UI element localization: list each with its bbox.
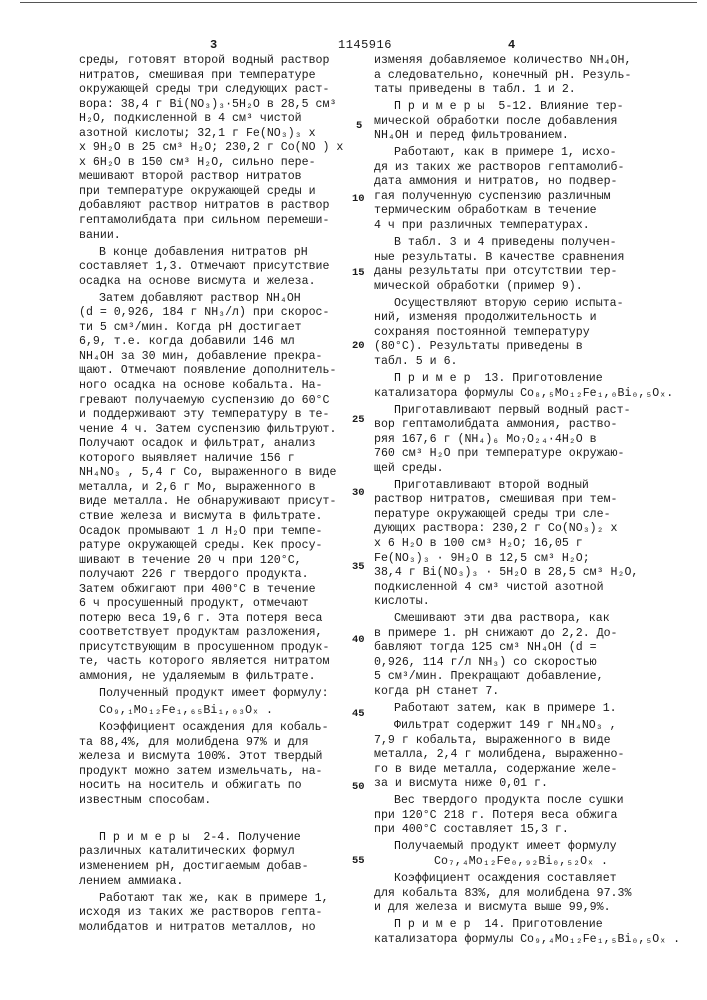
text-line: 4 ч при различных температурах. — [374, 219, 664, 234]
text-line: П р и м е р 13. Приготовление — [374, 372, 664, 387]
text-line: Fe(NO₃)₃ · 9H₂O в 12,5 см³ H₂O; — [374, 552, 664, 567]
text-line: Co₇,₄Mo₁₂Fe₀,₉₂Bi₀,₅₂Oₓ . — [374, 855, 664, 870]
text-line: аммония, не удаляемым в фильтрате. — [79, 670, 369, 685]
text-line: добавляют раствор нитратов в раствор — [79, 199, 369, 214]
text-line: гая полученную суспензию различным — [374, 190, 664, 205]
line-number: 35 — [352, 561, 365, 573]
line-number: 25 — [352, 414, 365, 426]
line-number: 55 — [352, 855, 365, 867]
text-line: и для железа и висмута выше 99,9%. — [374, 901, 664, 916]
text-line: 6 ч просушенный продукт, отмечают — [79, 597, 369, 612]
text-line: изменяя добавляемое количество NH₄OH, — [374, 54, 664, 69]
line-number: 50 — [352, 781, 365, 793]
text-line: раствор нитратов, смешивая при тем- — [374, 493, 664, 508]
text-line: мической обработки (пример 9). — [374, 280, 664, 295]
text-line: мешивают второй раствор нитратов — [79, 170, 369, 185]
text-line: молибдатов и нитратов металлов, но — [79, 921, 369, 936]
text-line: дата аммония и нитратов, но подвер- — [374, 175, 664, 190]
text-line: щают. Отмечают появление дополнитель- — [79, 364, 369, 379]
text-line: осадка на основе висмута и железа. — [79, 275, 369, 290]
text-line: NH₄OH и перед фильтрованием. — [374, 129, 664, 144]
text-line: Приготавливают второй водный — [374, 479, 664, 494]
text-line: металла, и 2,6 г Mo, выраженного в — [79, 481, 369, 496]
text-line: вор гептамолибдата аммония, раство- — [374, 418, 664, 433]
text-line: ного осадка на основе кобальта. На- — [79, 379, 369, 394]
text-line: сохраняя постоянной температуру — [374, 326, 664, 341]
text-line: ряя 167,6 г (NH₄)₆ Mo₇O₂₄·4H₂O в — [374, 433, 664, 448]
text-line: железа и висмута 100%. Этот твердый — [79, 750, 369, 765]
text-line: x 6H₂O в 150 см³ H₂O, сильно пере- — [79, 156, 369, 171]
text-line: носить на носитель и обжигать по — [79, 779, 369, 794]
text-line: при температуре окружающей среды и — [79, 185, 369, 200]
left-column — [79, 54, 369, 935]
text-line: 5 см³/мин. Прекращают добавление, — [374, 670, 664, 685]
text-line: ные результаты. В качестве сравнения — [374, 251, 664, 266]
text-line: составляет 1,3. Отмечают присутствие — [79, 260, 369, 275]
text-line: ний, изменяя продолжительность и — [374, 311, 664, 326]
page-number-left: 3 — [210, 38, 217, 52]
text-line: металла, 2,4 г молибдена, выраженно- — [374, 748, 664, 763]
text-line: Получаемый продукт имеет формулу — [374, 840, 664, 855]
text-line: (d = 0,926, 184 г NH₃/л) при скорос- — [79, 306, 369, 321]
text-line: катализатора формулы Co₈,₅Mo₁₂Fe₁,₀Bi₀,₅Oₓ. — [374, 387, 664, 402]
right-column — [374, 54, 664, 947]
text-line: гревают получаемую суспензию до 60°C — [79, 394, 369, 409]
text-line: Приготавливают первый водный раст- — [374, 404, 664, 419]
text-line: нитратов, смешивая при температуре — [79, 69, 369, 84]
text-line: ствие железа и висмута в фильтрате. — [79, 510, 369, 525]
text-line: П р и м е р ы 5-12. Влияние тер- — [374, 100, 664, 115]
line-number: 40 — [352, 634, 365, 646]
line-number: 20 — [352, 340, 365, 352]
text-line: Коэффициент осаждения составляет — [374, 872, 664, 887]
text-line: Работают затем, как в примере 1. — [374, 702, 664, 717]
text-line: NH₄NO₃ , 5,4 г Co, выраженного в виде — [79, 466, 369, 481]
text-line: изменением pH, достигаемым добав- — [79, 860, 369, 875]
text-line: которого выявляет наличие 156 г — [79, 452, 369, 467]
text-line: известным способам. — [79, 794, 369, 809]
text-line: мической обработки после добавления — [374, 115, 664, 130]
text-line: даны результаты при отсутствии тер- — [374, 265, 664, 280]
text-line: В табл. 3 и 4 приведены получен- — [374, 236, 664, 251]
text-line: соответствует продуктам разложения, — [79, 626, 369, 641]
text-line: катализатора формулы Co₉,₄Mo₁₂Fe₁,₅Bi₀,₅Oₓ . — [374, 933, 664, 948]
text-line: табл. 5 и 6. — [374, 355, 664, 370]
text-line: шивают в течение 20 ч при 120°C, — [79, 554, 369, 569]
text-line: Осадок промывают 1 л H₂O при темпе- — [79, 525, 369, 540]
text-line: дя из таких же растворов гептамолиб- — [374, 161, 664, 176]
text-line: Co₉,₁Mo₁₂Fe₁,₆₅Bi₁,₀₃Oₓ . — [79, 704, 369, 719]
text-line: Работают, как в примере 1, исхо- — [374, 146, 664, 161]
text-line: 38,4 г Bi(NO₃)₃ · 5H₂O в 28,5 см³ H₂O, — [374, 566, 664, 581]
text-line: П р и м е р ы 2-4. Получение — [79, 831, 369, 846]
text-line: Коэффициент осаждения для кобаль- — [79, 721, 369, 736]
text-line: Получают осадок и фильтрат, анализ — [79, 437, 369, 452]
text-line: когда pH станет 7. — [374, 685, 664, 700]
text-line: Вес твердого продукта после сушки — [374, 794, 664, 809]
text-line: виде металла. Не обнаруживают присут- — [79, 495, 369, 510]
text-line: Работают так же, как в примере 1, — [79, 892, 369, 907]
text-line: азотной кислоты; 32,1 г Fe(NO₃)₃ x — [79, 127, 369, 142]
text-line: NH₄OH за 30 мин, добавление прекра- — [79, 350, 369, 365]
text-line: для кобальта 83%, для молибдена 97.3% — [374, 887, 664, 902]
text-line: ратуре окружающей среды. Кек просу- — [79, 539, 369, 554]
text-line: те, часть которого является нитратом — [79, 655, 369, 670]
text-line: кислоты. — [374, 595, 664, 610]
text-line: присутствующим в просушенном продук- — [79, 641, 369, 656]
text-line: потерю веса 19,6 г. Эта потеря веса — [79, 612, 369, 627]
text-line: вора: 38,4 г Bi(NO₃)₃·5H₂O в 28,5 см³ — [79, 98, 369, 113]
text-line: Осуществляют вторую серию испыта- — [374, 297, 664, 312]
text-line: подкисленной 4 см³ чистой азотной — [374, 581, 664, 596]
text-line: дующих раствора: 230,2 г Co(NO₃)₂ x — [374, 522, 664, 537]
text-line: за и висмута ниже 0,01 г. — [374, 777, 664, 792]
page-number-right: 4 — [508, 38, 515, 52]
text-line: при 120°C 218 г. Потеря веса обжига — [374, 809, 664, 824]
patent-number: 1145916 — [338, 38, 392, 52]
text-line: Смешивают эти два раствора, как — [374, 612, 664, 627]
text-line: x 9H₂O в 25 см³ H₂O; 230,2 г Co(NO ) x — [79, 141, 369, 156]
text-line: гептамолибдата при сильном перемеши- — [79, 214, 369, 229]
text-line: ти 5 см³/мин. Когда pH достигает — [79, 321, 369, 336]
text-line: а следовательно, конечный pH. Резуль- — [374, 69, 664, 84]
text-line: (80°C). Результаты приведены в — [374, 340, 664, 355]
text-line: Полученный продукт имеет формулу: — [79, 687, 369, 702]
text-line — [79, 808, 369, 828]
text-line: среды, готовят второй водный раствор — [79, 54, 369, 69]
text-line: 6,9, т.е. когда добавили 146 мл — [79, 335, 369, 350]
text-line: H₂O, подкисленной в 4 см³ чистой — [79, 112, 369, 127]
text-line: щей среды. — [374, 462, 664, 477]
text-line: в примере 1. pH снижают до 2,2. До- — [374, 627, 664, 642]
text-line: лением аммиака. — [79, 875, 369, 890]
line-number: 45 — [352, 708, 365, 720]
text-line: Фильтрат содержит 149 г NH₄NO₃ , — [374, 719, 664, 734]
text-line: получают 226 г твердого продукта. — [79, 568, 369, 583]
text-line: термическим обработкам в течение — [374, 204, 664, 219]
text-line: бавляют тогда 125 см³ NH₄OH (d = — [374, 641, 664, 656]
text-line: 7,9 г кобальта, выраженного в виде — [374, 734, 664, 749]
text-line: Затем добавляют раствор NH₄OH — [79, 292, 369, 307]
text-line: В конце добавления нитратов pH — [79, 246, 369, 261]
text-line: таты приведены в табл. 1 и 2. — [374, 83, 664, 98]
text-line: продукт можно затем измельчать, на- — [79, 765, 369, 780]
line-number: 10 — [352, 193, 365, 205]
text-line: го в виде металла, содержание желе- — [374, 763, 664, 778]
text-line: 760 см³ H₂O при температуре окружаю- — [374, 447, 664, 462]
top-rule — [20, 2, 697, 3]
text-line: окружающей среды три следующих раст- — [79, 83, 369, 98]
text-line: при 400°C составляет 15,3 г. — [374, 823, 664, 838]
text-line: исходя из таких же растворов гепта- — [79, 906, 369, 921]
line-number: 5 — [356, 120, 362, 132]
line-number: 30 — [352, 487, 365, 499]
line-number: 15 — [352, 267, 365, 279]
text-line: Затем обжигают при 400°C в течение — [79, 583, 369, 598]
text-line: x 6 H₂O в 100 см³ H₂O; 16,05 г — [374, 537, 664, 552]
text-line: и поддерживают эту температуру в те- — [79, 408, 369, 423]
text-line: вании. — [79, 229, 369, 244]
text-line: 0,926, 114 г/л NH₃) со скоростью — [374, 656, 664, 671]
text-line: П р и м е р 14. Приготовление — [374, 918, 664, 933]
text-line: чение 4 ч. Затем суспензию фильтруют. — [79, 423, 369, 438]
text-line: различных каталитических формул — [79, 845, 369, 860]
text-line: пературе окружающей среды три сле- — [374, 508, 664, 523]
text-line: та 88,4%, для молибдена 97% и для — [79, 736, 369, 751]
